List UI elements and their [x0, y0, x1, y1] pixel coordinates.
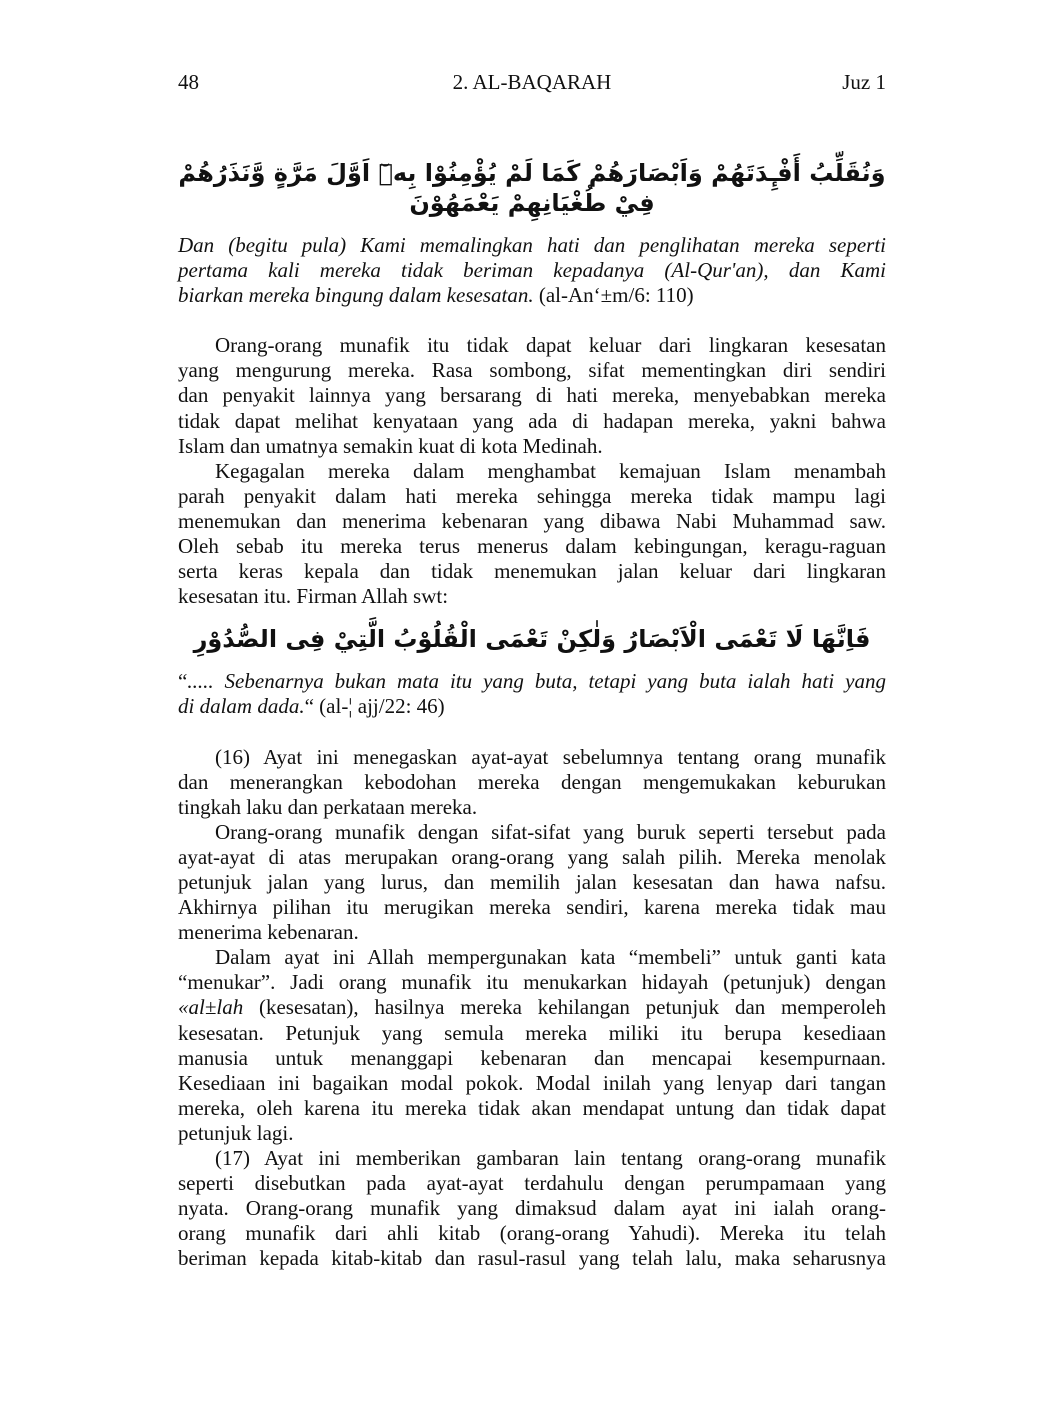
text-line [178, 694, 886, 719]
plain-text: “ [178, 669, 188, 694]
text-line: ayat-ayat di atas merupakan orang-orang yang salah pilih. Mereka menolak [178, 844, 886, 869]
text-line [178, 233, 886, 258]
text-line: kesesatan itu. Firman Allah swt: [178, 584, 449, 609]
paragraph [178, 1146, 886, 1271]
page-number: 48 [178, 70, 199, 94]
paragraph [178, 459, 886, 610]
italic-text: biarkan mereka bingung dalam kesesatan. [178, 283, 534, 308]
text-line: menemukan dan menerima kebenaran yang dibawa Nabi Muhammad saw. [178, 508, 886, 533]
paragraph [178, 945, 886, 1146]
text-line: yang mengurung mereka. Rasa sombong, sifat mementingkan diri sendiri [178, 358, 886, 383]
spacer [178, 308, 886, 333]
paragraph [178, 820, 886, 945]
text-line: Kesediaan ini bagaikan modal pokok. Modal inilah yang lenyap dari tangan [178, 1070, 886, 1095]
text-line [178, 258, 886, 283]
juz-label: Juz 1 [842, 70, 886, 94]
paragraph [178, 333, 886, 458]
text-line: Orang-orang munafik dengan sifat-sifat yang buruk seperti tersebut pada [215, 819, 886, 844]
running-header [178, 70, 886, 98]
verse-translation [178, 233, 886, 308]
text-line: seperti disebutkan pada ayat-ayat terdahulu dengan perumpamaan yang [178, 1171, 886, 1196]
text-line: Orang-orang munafik itu tidak dapat keluar dari lingkaran kesesatan [215, 333, 886, 358]
text-line: dan penyakit lainnya yang bersarang di hati mereka, menyebabkan mereka [178, 383, 886, 408]
italic-text: «al±lah [178, 995, 244, 1020]
plain-text: (al-An‘±m/6: 110) [533, 283, 694, 308]
text-line: petunjuk jalan yang lurus, dan memilih jalan kesesatan dan hawa nafsu. [178, 869, 886, 894]
chapter-title: 2. AL-BAQARAH [452, 70, 612, 94]
plain-text: (kesesatan), hasilnya mereka kehilangan petunjuk dan memperoleh [243, 995, 886, 1020]
page-body [178, 143, 886, 1271]
text-line: tingkah laku dan perkataan mereka. [178, 794, 478, 819]
text-line: Dalam ayat ini Allah mempergunakan kata “membeli” untuk ganti kata [215, 945, 886, 970]
italic-text: pertama kali mereka tidak beriman kepadanya (Al-Qur'an), dan Kami [178, 258, 886, 283]
text-line: kesesatan. Petunjuk yang semula mereka miliki itu berupa kesediaan [178, 1020, 886, 1045]
text-line: manusia untuk menanggapi kebenaran dan mencapai kesempurnaan. [178, 1045, 886, 1070]
paragraph [178, 745, 886, 820]
text-line: orang munafik dari ahli kitab (orang-orang Yahudi). Mereka itu telah [178, 1221, 886, 1246]
text-line: mereka, oleh karena itu mereka tidak akan mendapat untung dan tidak dapat [178, 1095, 886, 1120]
text-line: beriman kepada kitab-kitab dan rasul-rasul yang telah lalu, maka seharusnya [178, 1246, 886, 1271]
text-line: (17) Ayat ini memberikan gambaran lain tentang orang-orang munafik [215, 1146, 886, 1170]
italic-text: Dan (begitu pula) Kami memalingkan hati dan penglihatan mereka seperti [178, 233, 886, 257]
text-line: menerima kebenaran. [178, 920, 359, 945]
plain-text: “ (al-¦ ajj/22: 46) [304, 694, 445, 719]
text-line: Kegagalan mereka dalam menghambat kemajuan Islam menambah [215, 458, 886, 483]
text-line: Akhirnya pilihan itu merugikan mereka sendiri, karena mereka tidak mau [178, 895, 886, 920]
text-line: nyata. Orang-orang munafik yang dimaksud dalam ayat ini ialah orang- [178, 1196, 886, 1221]
text-line: parah penyakit dalam hati mereka sehingga mereka tidak mampu lagi [178, 483, 886, 508]
spacer [178, 720, 886, 745]
text-line: Oleh sebab itu mereka terus menerus dalam kebingungan, keragu-raguan [178, 534, 886, 559]
arabic-verse: فَاِنَّهَا لَا تَعْمَى الْاَبْصَارُ وَلٰكِنْ تَعْمَى الْقُلُوْبُ الَّتِيْ فِى الصُّدُوْرِ [193, 625, 871, 654]
text-line: petunjuk lagi. [178, 1120, 294, 1145]
text-line: Islam dan umatnya semakin kuat di kota Medinah. [178, 433, 603, 458]
italic-text: ..... Sebenarnya bukan mata itu yang buta, tetapi yang buta ialah hati yang [187, 669, 886, 694]
verse-translation [178, 669, 886, 719]
text-line: “menukar”. Jadi orang munafik itu menukarkan hidayah (petunjuk) dengan [178, 970, 886, 995]
text-line [178, 995, 886, 1020]
italic-text: di dalam dada. [178, 694, 305, 719]
text-line [178, 669, 886, 694]
text-line: serta keras kepala dan tidak menemukan jalan keluar dari lingkaran [178, 559, 886, 584]
arabic-verse: وَنُقَلِّبُ أَفْـِٕدَتَهُمْ وَاَبْصَارَهُمْ كَمَا لَمْ يُؤْمِنُوْا بِهٖٓ اَوَّلَ مَرَّةٍ وَّنَذَرُهُمْ فِيْ طُغْيَانِهِمْ يَعْمَهُوْنَ [178, 159, 886, 217]
text-line: (16) Ayat ini menegaskan ayat-ayat sebelumnya tentang orang munafik [215, 744, 886, 769]
text-line: dan menerangkan kebodohan mereka dengan mengemukakan keburukan [178, 769, 886, 794]
text-line: tidak dapat melihat kenyataan yang ada di hadapan mereka, yakni bahwa [178, 408, 886, 433]
text-line [178, 283, 886, 308]
